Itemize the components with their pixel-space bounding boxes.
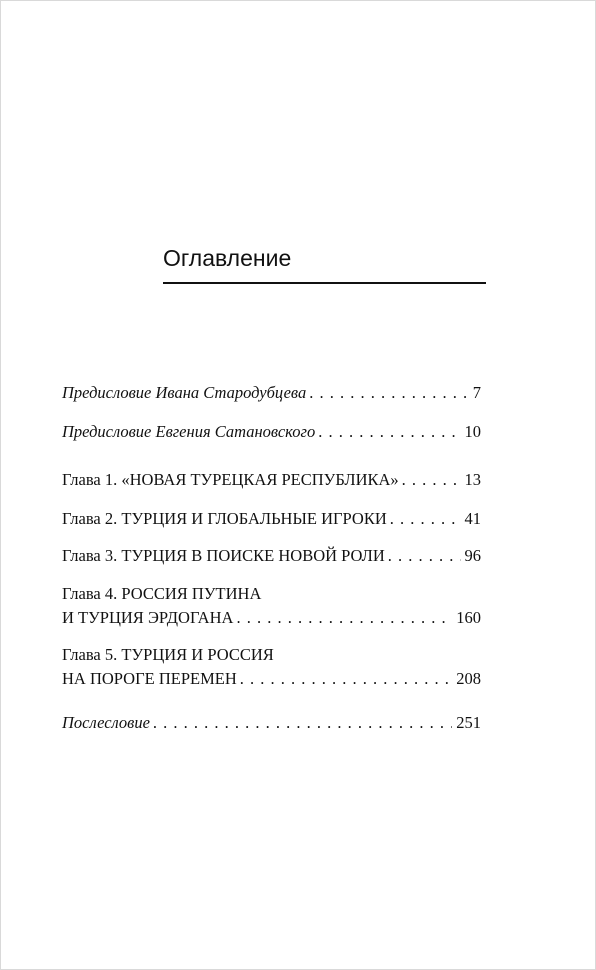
toc-entry-page: 96 [464, 546, 481, 565]
toc-entry-chapter-3 [62, 544, 481, 568]
toc-entry-label: Глава 5. ТУРЦИЯ И РОССИЯ [62, 645, 274, 664]
toc-entry-label: Послесловие [62, 713, 150, 732]
toc-entry-chapter-1 [62, 468, 481, 492]
dot-leader [388, 544, 461, 568]
toc-entry-page: 13 [464, 470, 481, 489]
toc-entry-chapter-2 [62, 507, 481, 531]
toc-entry-page: 208 [456, 669, 481, 688]
toc-entry-label: Предисловие Евгения Сатановского [62, 422, 316, 441]
title-underline [163, 282, 486, 284]
toc-entry-preface-satanovsky [62, 420, 481, 444]
toc-entry-label: Глава 4. РОССИЯ ПУТИНА [62, 584, 262, 603]
toc-entry-chapter-5 [62, 643, 481, 691]
dot-leader [402, 468, 461, 492]
toc-entry-label: Глава 2. ТУРЦИЯ И ГЛОБАЛЬНЫЕ ИГРОКИ [62, 509, 387, 528]
toc-entry-label-continued: НА ПОРОГЕ ПЕРЕМЕН [62, 669, 237, 688]
toc-entry-afterword [62, 711, 481, 735]
dot-leader [390, 507, 461, 531]
toc-entry-page: 160 [456, 608, 481, 627]
toc-entry-label: Предисловие Ивана Стародубцева [62, 383, 307, 402]
toc-entry-page: 7 [472, 383, 481, 402]
dot-leader [309, 381, 469, 405]
toc-entry-page: 10 [464, 422, 481, 441]
toc-entry-preface-starodubtsev [62, 381, 481, 405]
toc-entry-label: Глава 3. ТУРЦИЯ В ПОИСКЕ НОВОЙ РОЛИ [62, 546, 385, 565]
toc-entry-page: 251 [456, 713, 481, 732]
toc-entry-chapter-4 [62, 582, 481, 630]
dot-leader [318, 420, 460, 444]
dot-leader [240, 667, 453, 691]
toc-entry-label-continued: И ТУРЦИЯ ЭРДОГАНА [62, 608, 234, 627]
dot-leader [236, 606, 452, 630]
toc-entry-label: Глава 1. «НОВАЯ ТУРЕЦКАЯ РЕСПУБЛИКА» [62, 470, 399, 489]
dot-leader [153, 711, 452, 735]
toc-entry-page: 41 [464, 509, 481, 528]
page-title: Оглавление [163, 245, 292, 271]
